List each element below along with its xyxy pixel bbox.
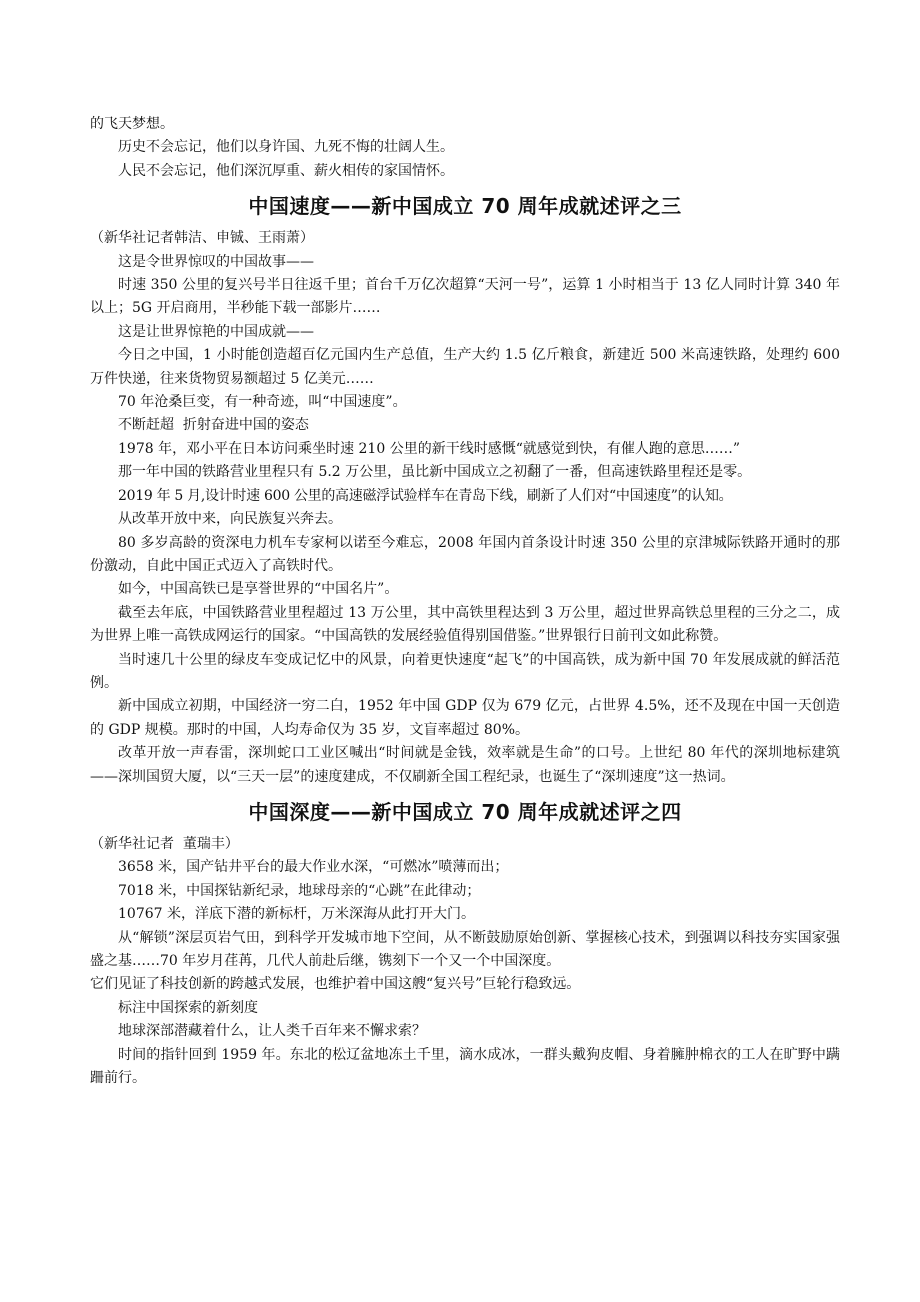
s3-paragraph: 当时速几十公里的绿皮车变成记忆中的风景，向着更快速度“起飞”的中国高铁，成为新中国 70 年发展成就的鲜活范例。: [90, 651, 840, 691]
s3-paragraph: 80 多岁高龄的资深电力机车专家柯以诺至今难忘，2008 年国内首条设计时速 350 公里的京津城际铁路开通时的那份激动，自此中国正式迈入了高铁时代。: [90, 534, 840, 574]
section4-byline: （新华社记者 董瑞丰）: [90, 835, 239, 852]
intro-line-2: 人民不会忘记，他们深沉厚重、薪火相传的家国情怀。: [118, 162, 454, 179]
section4-title: 中国深度——新中国成立 70 周年成就述评之四: [248, 799, 682, 824]
s3-paragraph: 这是让世界惊艳的中国成就——: [118, 323, 314, 340]
intro-line-0: 的飞天梦想。: [90, 116, 174, 132]
s3-paragraph: 改革开放一声春雷，深圳蛇口工业区喊出“时间就是金钱，效率就是生命”的口号。上世纪 80 年代的深圳地标建筑——深圳国贸大厦，以“三天一层”的速度建成，不仅刷新全国工程纪录，也诞生了“深圳速度”这一热词。: [90, 745, 840, 785]
s4-subheading: 标注中国探索的新刻度: [118, 999, 258, 1016]
s4-paragraph: 从“解锁”深层页岩气田，到科学开发城市地下空间，从不断鼓励原始创新、掌握核心技术，到强调以科技夯实国家强盛之基……70 年岁月荏苒，几代人前赴后继，镌刻下一个又一个中国深度。: [90, 929, 840, 969]
s3-paragraph: 70 年沧桑巨变，有一种奇迹，叫“中国速度”。: [118, 394, 407, 411]
s3-subheading: 不断赶超 折射奋进中国的姿态: [118, 417, 309, 434]
s4-paragraph-noindent: 它们见证了科技创新的跨越式发展，也维护着中国这艘“复兴号”巨轮行稳致远。: [90, 976, 581, 993]
s4-paragraph: 10767 米，洋底下潜的新标杆，万米深海从此打开大门。: [118, 906, 475, 923]
s3-paragraph: 今日之中国，1 小时能创造超百亿元国内生产总值，生产大约 1.5 亿斤粮食，新建近 500 米高速铁路，处理约 600 万件快递，往来货物贸易额超过 5 亿美元……: [90, 347, 840, 387]
intro-line-1: 历史不会忘记，他们以身许国、九死不悔的壮阔人生。: [118, 139, 454, 156]
s3-paragraph: 1978 年，邓小平在日本访问乘坐时速 210 公里的新干线时感慨“就感觉到快，有催人跑的意思……”: [118, 440, 741, 457]
section3-byline: （新华社记者韩洁、申铖、王雨萧）: [90, 230, 314, 247]
s4-paragraph: 7018 米，中国探钻新纪录，地球母亲的“心跳”在此律动；: [118, 882, 481, 899]
section3-title: 中国速度——新中国成立 70 周年成就述评之三: [248, 194, 682, 219]
s3-paragraph: 这是令世界惊叹的中国故事——: [118, 253, 314, 270]
s3-paragraph: 如今，中国高铁已是享誉世界的“中国名片”。: [118, 581, 399, 598]
document-page: [90, 113, 840, 1090]
s3-paragraph: 从改革开放中来，向民族复兴奔去。: [118, 511, 342, 528]
s3-paragraph: 新中国成立初期，中国经济一穷二白，1952 年中国 GDP 仅为 679 亿元，占世界 4.5%，还不及现在中国一天创造的 GDP 规模。那时的中国，人均寿命仅为 35 岁，文盲率超过 80%。: [90, 698, 840, 738]
s4-paragraph: 地球深部潜藏着什么，让人类千百年来不懈求索？: [118, 1023, 426, 1040]
s3-paragraph: 那一年中国的铁路营业里程只有 5.2 万公里，虽比新中国成立之初翻了一番，但高速铁路里程还是零。: [118, 464, 752, 481]
s3-paragraph: 截至去年底，中国铁路营业里程超过 13 万公里，其中高铁里程达到 3 万公里，超过世界高铁总里程的三分之二，成为世界上唯一高铁成网运行的国家。“中国高铁的发展经验值得别国借鉴。”世界银行日前刊文如此称赞。: [90, 604, 840, 645]
s3-paragraph: 2019 年 5 月,设计时速 600 公里的高速磁浮试验样车在青岛下线，刷新了人们对“中国速度”的认知。: [118, 487, 733, 504]
s3-paragraph: 时速 350 公里的复兴号半日往返千里；首台千万亿次超算“天河一号”，运算 1 小时相当于 13 亿人同时计算 340 年以上；5G 开启商用，半秒能下载一部影片……: [90, 277, 840, 317]
s4-paragraph: 3658 米，国产钻井平台的最大作业水深，“可燃冰”喷薄而出；: [118, 859, 509, 876]
s4-paragraph: 时间的指针回到 1959 年。东北的松辽盆地冻土千里，滴水成冰，一群头戴狗皮帽、身着臃肿棉衣的工人在旷野中蹒跚前行。: [90, 1046, 840, 1087]
